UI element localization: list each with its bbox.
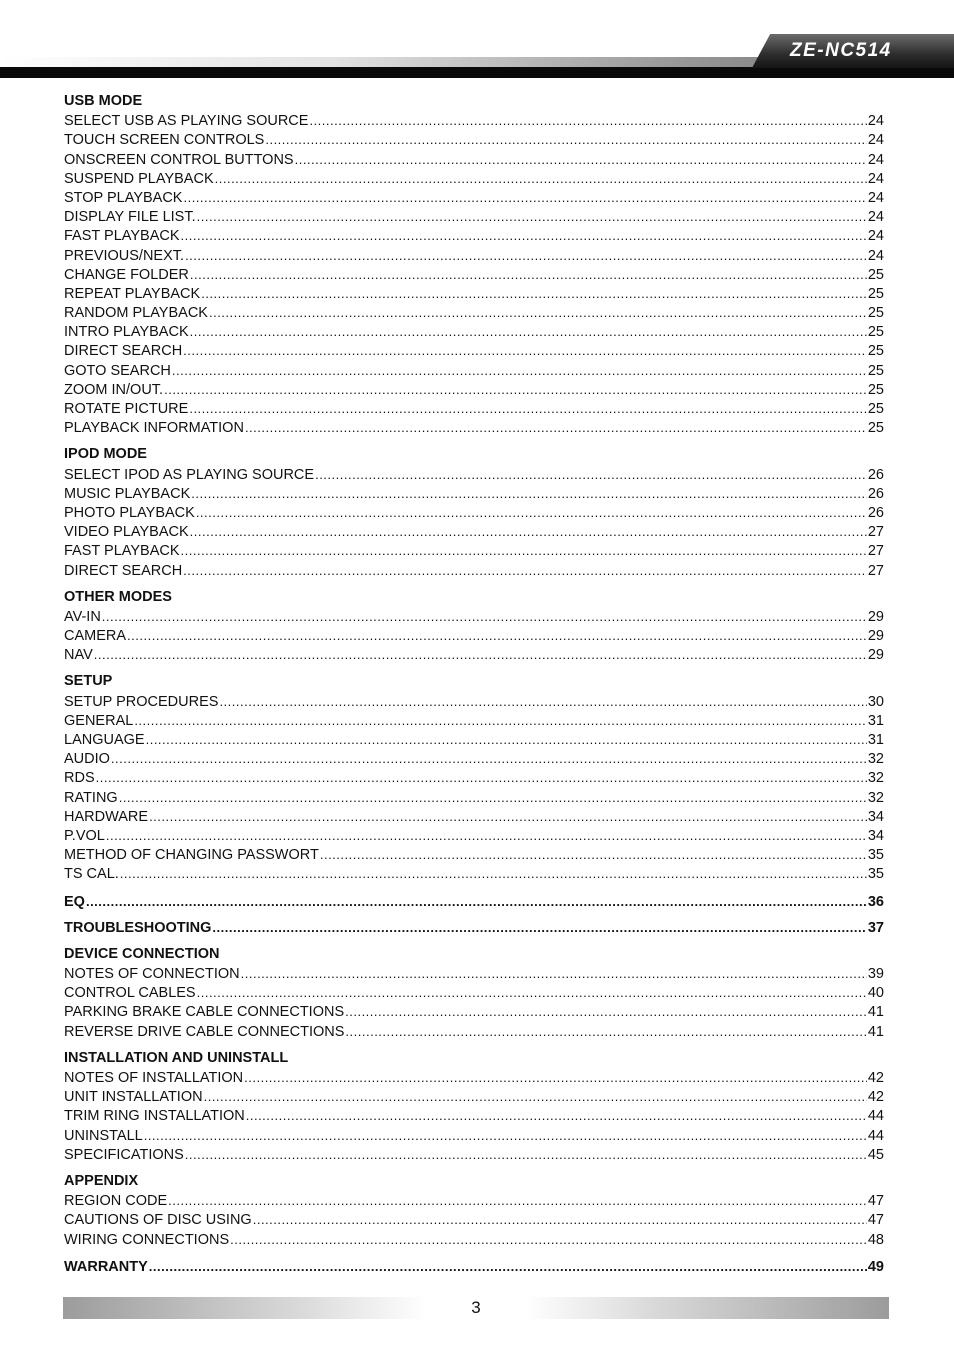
toc-entry (64, 1126, 884, 1145)
entry-label: ONSCREEN CONTROL BUTTONS (64, 151, 294, 168)
section-title: IPOD MODE (64, 446, 147, 463)
entry-label: MUSIC PLAYBACK (64, 485, 191, 502)
entry-page-number: 44 (867, 1108, 884, 1125)
page-number: 3 (471, 1298, 481, 1317)
toc-entry (64, 265, 884, 284)
section-title: APPENDIX (64, 1172, 139, 1189)
dot-leader (315, 465, 867, 484)
dot-leader (345, 1002, 867, 1021)
dot-leader (119, 788, 867, 807)
entry-label: PREVIOUS/NEXT. (64, 247, 185, 264)
toc-section (64, 892, 884, 911)
toc-entry (64, 788, 884, 807)
entry-label: PHOTO PLAYBACK (64, 504, 195, 521)
dot-leader (212, 918, 866, 937)
dot-leader (111, 749, 867, 768)
entry-label: REGION CODE (64, 1193, 168, 1210)
dot-leader (245, 418, 867, 437)
toc-entry (64, 1191, 884, 1210)
entry-label: METHOD OF CHANGING PASSWORT (64, 847, 319, 864)
dot-leader (134, 711, 867, 730)
entry-label: INTRO PLAYBACK (64, 324, 189, 341)
entry-label: TROUBLESHOOTING (64, 919, 212, 936)
entry-page-number: 24 (867, 247, 884, 264)
entry-page-number: 29 (867, 608, 884, 625)
entry-page-number: 25 (867, 362, 884, 379)
entry-page-number: 49 (867, 1258, 884, 1275)
dot-leader (197, 983, 867, 1002)
entry-label: PLAYBACK INFORMATION (64, 420, 244, 437)
entry-page-number: 24 (867, 132, 884, 149)
toc-entry (64, 845, 884, 864)
toc-entry (64, 561, 884, 580)
toc-section (64, 1049, 884, 1164)
dot-leader (191, 484, 867, 503)
toc-entry (64, 341, 884, 360)
entry-page-number: 24 (867, 189, 884, 206)
entry-label: ROTATE PICTURE (64, 401, 189, 417)
entry-label: CHANGE FOLDER (64, 266, 189, 283)
toc-entry (64, 361, 884, 380)
toc-entry (64, 607, 884, 626)
toc-entry (64, 645, 884, 664)
dot-leader (244, 1068, 867, 1087)
toc-entry (64, 399, 884, 418)
entry-label: SELECT IPOD AS PLAYING SOURCE (64, 466, 315, 483)
entry-page-number: 24 (867, 151, 884, 168)
toc-entry (64, 692, 884, 711)
toc-entry (64, 541, 884, 560)
dot-leader (215, 169, 867, 188)
entry-label: SELECT USB AS PLAYING SOURCE (64, 113, 309, 130)
page-header (0, 0, 954, 80)
toc-entry (64, 1002, 884, 1021)
entry-label: RANDOM PLAYBACK (64, 305, 208, 322)
entry-page-number: 35 (867, 847, 884, 864)
toc-entry (64, 207, 884, 226)
dot-leader (185, 1145, 867, 1164)
entry-label: UNIT INSTALLATION (64, 1089, 203, 1106)
entry-label: REVERSE DRIVE CABLE CONNECTIONS (64, 1023, 345, 1040)
toc-section (64, 945, 884, 1041)
entry-page-number: 25 (867, 401, 884, 417)
dot-leader (172, 361, 867, 380)
toc-entry (64, 1068, 884, 1087)
entry-page-number: 24 (867, 228, 884, 245)
dot-leader (164, 380, 867, 399)
dot-leader (149, 1257, 867, 1276)
entry-label: SETUP PROCEDURES (64, 693, 219, 710)
dot-leader (201, 284, 867, 303)
entry-page-number: 42 (867, 1070, 884, 1086)
entry-page-number: 34 (867, 808, 884, 825)
entry-page-number: 25 (867, 324, 884, 341)
toc-section (64, 445, 884, 579)
entry-label: RDS (64, 770, 95, 787)
entry-page-number: 41 (867, 1004, 884, 1021)
entry-page-number: 35 (867, 866, 884, 883)
section-title: USB MODE (64, 93, 143, 109)
entry-label: WIRING CONNECTIONS (64, 1231, 230, 1248)
dot-leader (204, 1087, 867, 1106)
dot-leader (149, 807, 867, 826)
dot-leader (183, 561, 867, 580)
toc-entry (64, 918, 884, 937)
toc-entry (64, 826, 884, 845)
entry-label: TRIM RING INSTALLATION (64, 1108, 245, 1125)
entry-label: STOP PLAYBACK (64, 189, 183, 206)
entry-page-number: 36 (867, 893, 884, 910)
entry-label: UNINSTALL (64, 1127, 143, 1144)
entry-page-number: 40 (867, 985, 884, 1002)
dot-leader (309, 111, 866, 130)
entry-label: CAUTIONS OF DISC USING (64, 1212, 252, 1229)
entry-page-number: 25 (867, 285, 884, 302)
entry-label: ZOOM IN/OUT. (64, 381, 164, 398)
dot-leader (102, 607, 867, 626)
toc-entry (64, 1087, 884, 1106)
toc-entry (64, 322, 884, 341)
dot-leader (241, 964, 867, 983)
entry-label: CAMERA (64, 628, 127, 645)
entry-page-number: 47 (867, 1212, 884, 1229)
toc-entry (64, 730, 884, 749)
dot-leader (181, 541, 867, 560)
dot-leader (96, 768, 867, 787)
toc-entry (64, 1145, 884, 1164)
entry-page-number: 25 (867, 343, 884, 360)
entry-label: P.VOL (64, 827, 105, 844)
model-name: ZE-NC514 (790, 40, 892, 61)
dot-leader (190, 322, 867, 341)
entry-page-number: 39 (867, 966, 884, 983)
entry-page-number: 25 (867, 305, 884, 322)
dot-leader (209, 303, 867, 322)
toc-entry (64, 1257, 884, 1276)
entry-label: VIDEO PLAYBACK (64, 524, 189, 541)
toc-entry (64, 150, 884, 169)
dot-leader (120, 864, 867, 883)
toc-entry (64, 1210, 884, 1229)
entry-page-number: 30 (867, 693, 884, 710)
dot-leader (106, 826, 867, 845)
header-black-bar (0, 67, 954, 78)
entry-page-number: 29 (867, 628, 884, 645)
entry-label: CONTROL CABLES (64, 985, 196, 1002)
entry-label: DIRECT SEARCH (64, 343, 183, 360)
toc-entry (64, 749, 884, 768)
entry-label: NOTES OF INSTALLATION (64, 1070, 244, 1086)
dot-leader (86, 892, 867, 911)
toc-entry (64, 864, 884, 883)
dot-leader (320, 845, 867, 864)
toc-entry (64, 768, 884, 787)
entry-page-number: 32 (867, 770, 884, 787)
entry-page-number: 31 (867, 712, 884, 729)
toc-entry (64, 503, 884, 522)
entry-label: FAST PLAYBACK (64, 228, 180, 245)
dot-leader (144, 1126, 867, 1145)
entry-label: EQ (64, 893, 85, 910)
section-title: OTHER MODES (64, 588, 172, 605)
entry-label: FAST PLAYBACK (64, 543, 180, 560)
entry-page-number: 26 (867, 504, 884, 521)
toc-entry (64, 111, 884, 130)
entry-label: GOTO SEARCH (64, 362, 171, 379)
toc-entry (64, 303, 884, 322)
entry-page-number: 45 (867, 1146, 884, 1163)
toc-entry (64, 1106, 884, 1125)
entry-page-number: 27 (867, 543, 884, 560)
dot-leader (189, 399, 867, 418)
toc-entry (64, 484, 884, 503)
entry-page-number: 24 (867, 170, 884, 187)
toc-entry (64, 807, 884, 826)
toc-entry (64, 284, 884, 303)
entry-page-number: 27 (867, 524, 884, 541)
toc-section (64, 918, 884, 937)
entry-page-number: 25 (867, 420, 884, 437)
dot-leader (183, 341, 867, 360)
entry-label: HARDWARE (64, 808, 149, 825)
section-title: DEVICE CONNECTION (64, 945, 220, 962)
entry-page-number: 34 (867, 827, 884, 844)
dot-leader (190, 522, 867, 541)
entry-page-number: 42 (867, 1089, 884, 1106)
entry-label: SPECIFICATIONS (64, 1146, 184, 1163)
entry-label: NAV (64, 647, 93, 664)
entry-page-number: 48 (867, 1231, 884, 1248)
toc-section (64, 92, 884, 437)
dot-leader (265, 130, 867, 149)
dot-leader (146, 730, 867, 749)
entry-page-number: 44 (867, 1127, 884, 1144)
dot-leader (168, 1191, 867, 1210)
toc-entry (64, 626, 884, 645)
dot-leader (127, 626, 867, 645)
entry-label: SUSPEND PLAYBACK (64, 170, 214, 187)
entry-label: GENERAL (64, 712, 134, 729)
toc-entry (64, 380, 884, 399)
toc-entry (64, 1022, 884, 1041)
entry-page-number: 31 (867, 732, 884, 748)
entry-page-number: 47 (867, 1193, 884, 1210)
toc-entry (64, 130, 884, 149)
dot-leader (219, 692, 866, 711)
entry-page-number: 26 (867, 485, 884, 502)
dot-leader (190, 265, 867, 284)
entry-label: AV-IN (64, 608, 101, 625)
toc-section (64, 672, 884, 883)
page-footer (63, 1297, 889, 1319)
entry-page-number: 24 (867, 209, 884, 226)
entry-page-number: 32 (867, 751, 884, 768)
dot-leader (345, 1022, 866, 1041)
toc-entry (64, 465, 884, 484)
entry-label: DIRECT SEARCH (64, 562, 183, 579)
dot-leader (183, 188, 866, 207)
entry-page-number: 25 (867, 381, 884, 398)
dot-leader (230, 1230, 867, 1249)
toc-entry (64, 418, 884, 437)
toc-entry (64, 226, 884, 245)
entry-label: REPEAT PLAYBACK (64, 285, 201, 302)
section-title: SETUP (64, 673, 113, 690)
dot-leader (94, 645, 867, 664)
entry-page-number: 27 (867, 562, 884, 579)
section-title: INSTALLATION AND UNINSTALL (64, 1049, 289, 1066)
table-of-contents (64, 92, 884, 1276)
entry-label: AUDIO (64, 751, 110, 768)
toc-section (64, 1257, 884, 1276)
dot-leader (197, 207, 867, 226)
toc-entry (64, 711, 884, 730)
entry-label: TOUCH SCREEN CONTROLS (64, 132, 265, 149)
dot-leader (181, 226, 867, 245)
toc-entry (64, 983, 884, 1002)
toc-entry (64, 1230, 884, 1249)
dot-leader (196, 503, 867, 522)
entry-label: LANGUAGE (64, 732, 145, 748)
toc-entry (64, 522, 884, 541)
entry-page-number: 32 (867, 789, 884, 806)
dot-leader (185, 246, 867, 265)
toc-entry (64, 188, 884, 207)
entry-page-number: 26 (867, 466, 884, 483)
entry-label: RATING (64, 789, 118, 806)
entry-label: WARRANTY (64, 1258, 148, 1275)
dot-leader (295, 150, 867, 169)
entry-label: TS CAL. (64, 866, 119, 883)
toc-section (64, 1172, 884, 1249)
entry-page-number: 37 (867, 919, 884, 936)
toc-entry (64, 964, 884, 983)
toc-entry (64, 246, 884, 265)
entry-page-number: 25 (867, 266, 884, 283)
entry-page-number: 24 (867, 113, 884, 130)
toc-section (64, 588, 884, 665)
toc-entry (64, 169, 884, 188)
entry-label: DISPLAY FILE LIST. (64, 209, 196, 226)
dot-leader (246, 1106, 867, 1125)
dot-leader (253, 1210, 867, 1229)
entry-label: PARKING BRAKE CABLE CONNECTIONS (64, 1004, 345, 1021)
entry-page-number: 29 (867, 647, 884, 664)
entry-page-number: 41 (867, 1023, 884, 1040)
toc-entry (64, 892, 884, 911)
entry-label: NOTES OF CONNECTION (64, 966, 240, 983)
